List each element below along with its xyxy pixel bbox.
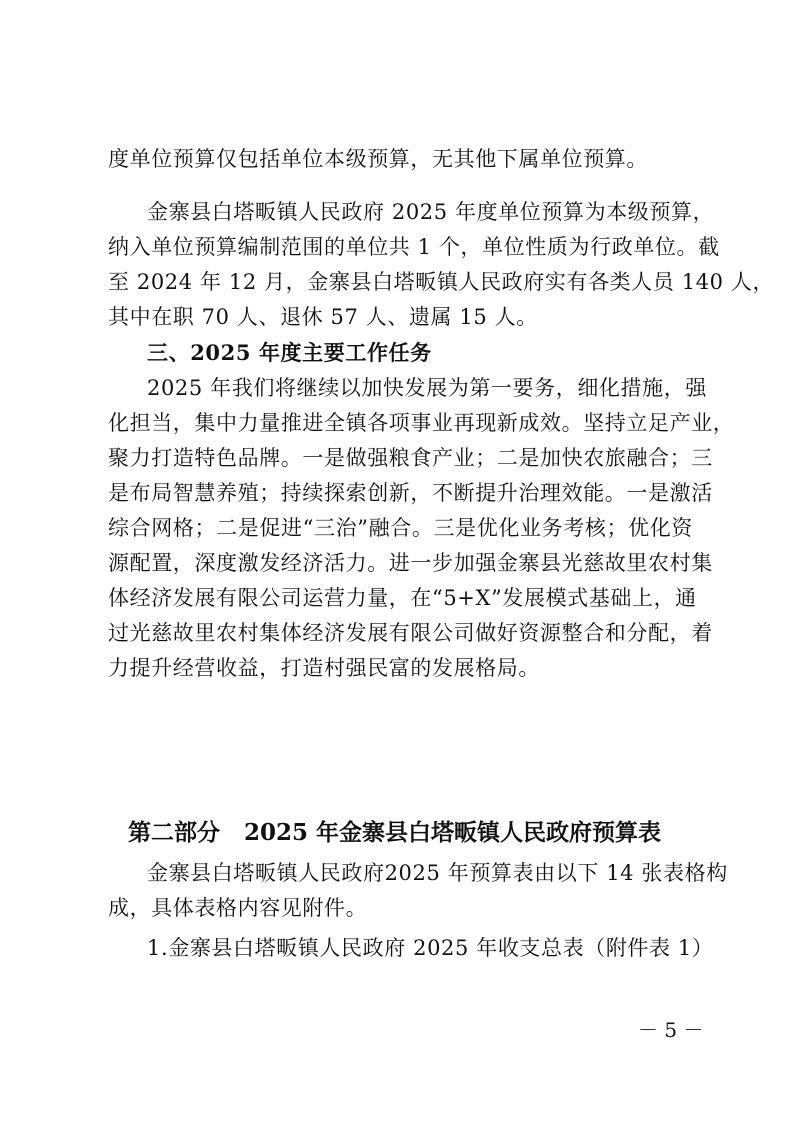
paragraph-line: 是布局智慧养殖；持续探索创新，不断提升治理效能。一是激活 — [108, 481, 713, 505]
paragraph-line: 化担当，集中力量推进全镇各项事业再现新成效。坚持立足产业， — [108, 411, 735, 435]
paragraph-line: 2025 年我们将继续以加快发展为第一要务，细化措施，强 — [147, 376, 707, 400]
part-label: 第二部分 — [128, 819, 220, 846]
section-heading: 三、2025 年度主要工作任务 — [147, 340, 432, 365]
paragraph-line: 度单位预算仅包括单位本级预算，无其他下属单位预算。 — [108, 147, 648, 171]
paragraph-line: 体经济发展有限公司运营力量，在“5+X”发展模式基础上，通 — [108, 586, 697, 610]
part-title-text: 2025 年金寨县白塔畈镇人民政府预算表 — [244, 819, 662, 846]
paragraph-line: 其中在职 70 人、退休 57 人、遗属 15 人。 — [108, 305, 538, 329]
paragraph-line: 综合网格；二是促进“三治”融合。三是优化业务考核；优化资 — [108, 516, 693, 540]
part-title — [128, 814, 688, 852]
paragraph-line: 纳入单位预算编制范围的单位共 1 个，单位性质为行政单位。截 — [108, 235, 720, 259]
paragraph-line: 力提升经营收益，打造村强民富的发展格局。 — [108, 656, 540, 680]
paragraph-line: 源配置，深度激发经济活力。进一步加强金寨县光慈故里农村集 — [108, 551, 713, 575]
page-number: － 5 － — [638, 1018, 704, 1042]
paragraph-line: 金寨县白塔畈镇人民政府 2025 年度单位预算为本级预算， — [147, 200, 715, 224]
list-item: 1.金寨县白塔畈镇人民政府 2025 年收支总表（附件表 1） — [147, 936, 714, 960]
paragraph-line: 至 2024 年 12 月，金寨县白塔畈镇人民政府实有各类人员 140 人， — [108, 270, 775, 294]
paragraph-line: 过光慈故里农村集体经济发展有限公司做好资源整合和分配，着 — [108, 621, 713, 645]
paragraph-line: 成，具体表格内容见附件。 — [108, 896, 368, 920]
paragraph-line: 聚力打造特色品牌。一是做强粮食产业；二是加快农旅融合；三 — [108, 446, 713, 470]
paragraph-line: 金寨县白塔畈镇人民政府2025 年预算表由以下 14 张表格构 — [147, 861, 728, 885]
